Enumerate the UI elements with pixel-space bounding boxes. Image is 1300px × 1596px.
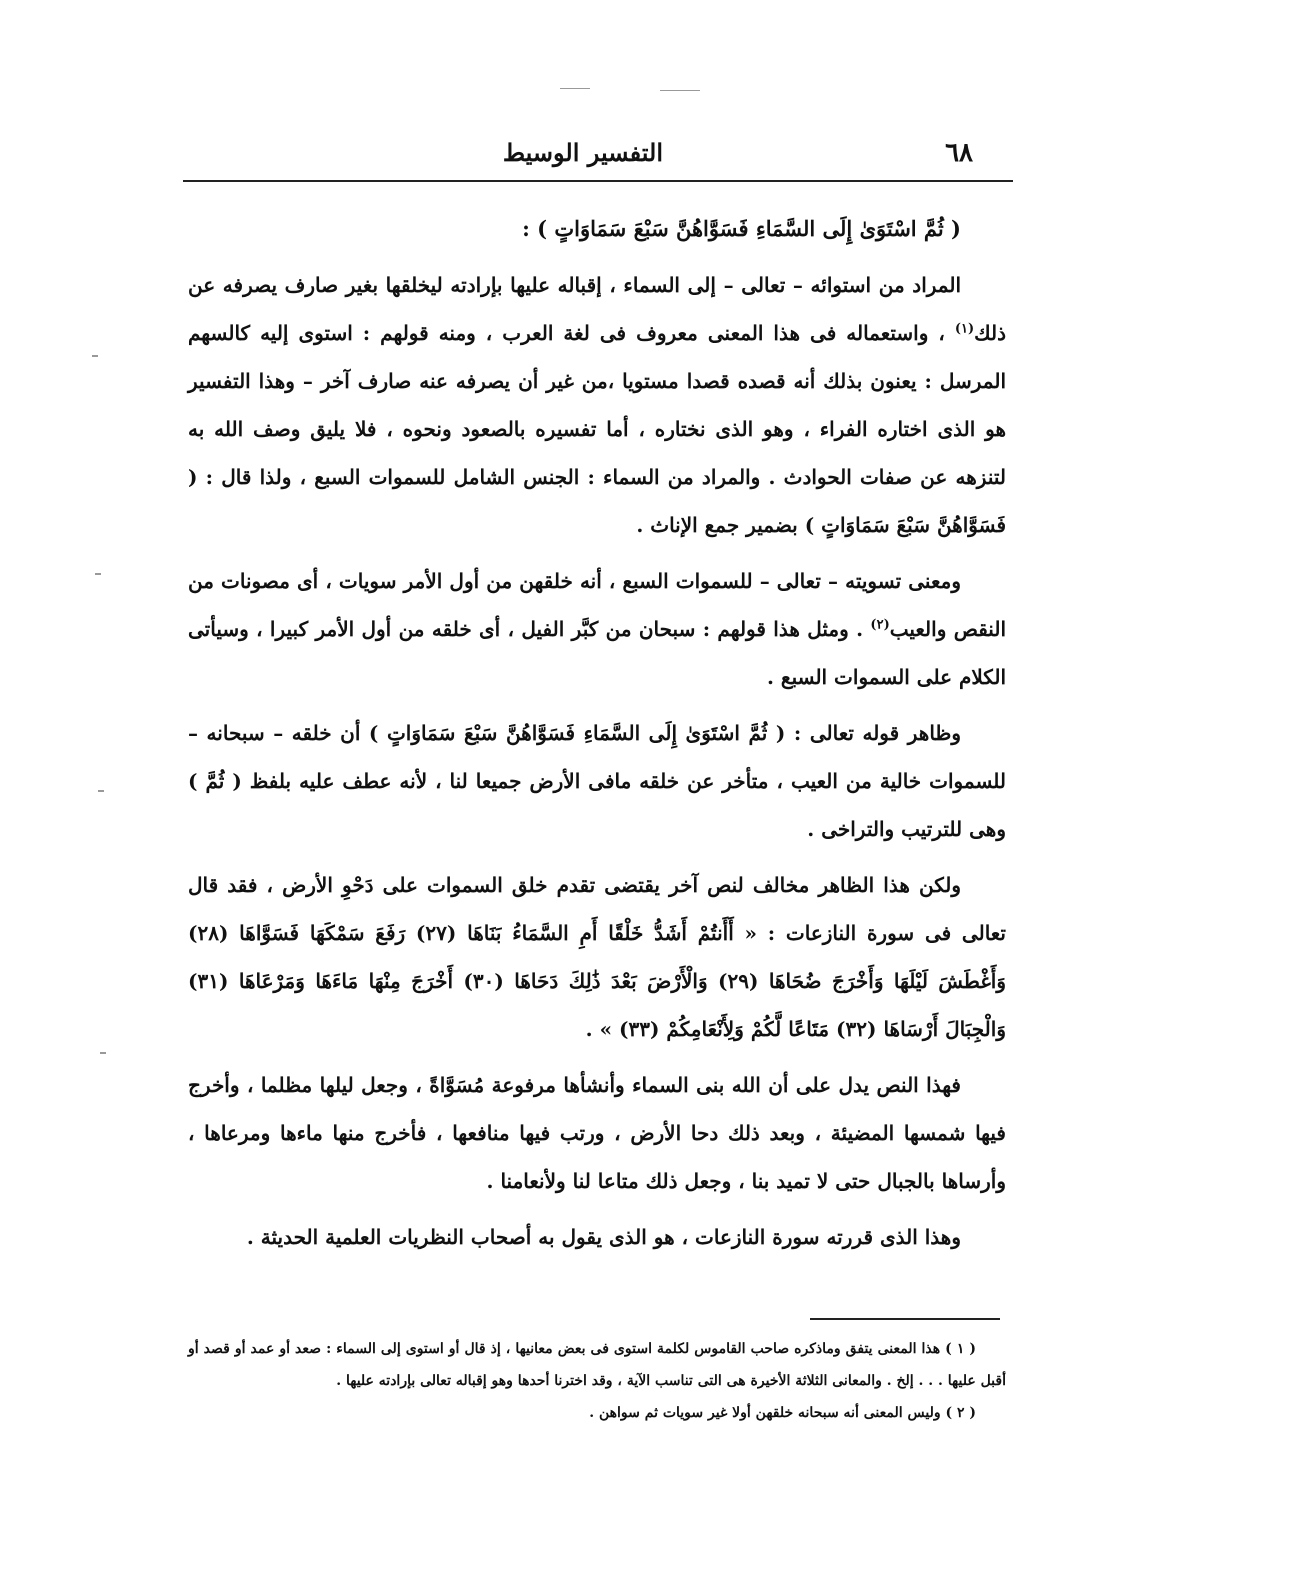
paragraph-taswiya (188, 557, 1006, 701)
scan-mark (100, 1052, 106, 1054)
paragraph-text: المراد من استوائه – تعالى – إلى السماء ، إقباله عليها بإرادته ليخلقها بغير صارف يصرفه عن ذلك (188, 273, 1006, 345)
scan-mark (92, 355, 98, 357)
paragraph-text: ، واستعماله فى هذا المعنى معروف فى لغة العرب ، ومنه قولهم : استوى إليه كالسهم المرسل : يعنون بذلك أنه قصده قصدا مستويا ،من غير أن يصرفه عنه صارف آخر – وهذا التفسير هو الذى اختاره الفراء ، وهو الذى نختاره ، أما تفسيره بالصعود ونحوه ، فلا يليق وصف الله به لتنزهه عن صفات الحوادث . والمراد من السماء : الجنس الشامل للسموات السبع ، ولذا قال : ( فَسَوَّاهُنَّ سَبْعَ سَمَاوَاتٍ ) بضمير جمع الإناث . (188, 321, 1006, 537)
scan-mark (98, 790, 104, 792)
paragraph-text: ومعنى تسويته – تعالى – للسموات السبع ، أنه خلقهن من أول الأمر سويات ، أى مصونات من النقص والعيب (188, 569, 1006, 641)
paragraph-text: . ومثل هذا قولهم : سبحان من كبَّر الفيل ، أى خلقه من أول الأمر كبيرا ، وسيأتى الكلام على السموات السبع . (188, 617, 1006, 689)
footnotes (188, 1333, 1006, 1429)
footnote-ref-1: (١) (954, 321, 975, 337)
scan-mark (95, 573, 101, 575)
paragraph-zahir: وظاهر قوله تعالى : ( ثُمَّ اسْتَوَىٰ إِلَى السَّمَاءِ فَسَوَّاهُنَّ سَبْعَ سَمَاوَاتٍ ) أن خلقه – سبحانه – للسموات خالية من العيب ، متأخر عن خلقه مافى الأرض جميعا لنا ، لأنه عطف عليه بلفظ ( ثُمَّ ) وهى للترتيب والتراخى . (188, 721, 1006, 841)
header-rule (183, 180, 1013, 182)
page-header (183, 138, 1013, 178)
body-text (188, 205, 1006, 1269)
paragraph-naziat: ولكن هذا الظاهر مخالف لنص آخر يقتضى تقدم خلق السموات على دَحْوِ الأرض ، فقد قال تعالى فى سورة النازعات : « أَأَنتُمْ أَشَدُّ خَلْقًا أَمِ السَّمَاءُ بَنَاهَا (٢٧) رَفَعَ سَمْكَهَا فَسَوَّاهَا (٢٨) وَأَغْطَشَ لَيْلَهَا وَأَخْرَجَ ضُحَاهَا (٢٩) وَالْأَرْضَ بَعْدَ ذَٰلِكَ دَحَاهَا (٣٠) أَخْرَجَ مِنْهَا مَاءَهَا وَمَرْعَاهَا (٣١) وَالْجِبَالَ أَرْسَاهَا (٣٢) مَتَاعًا لَّكُمْ وَلِأَنْعَامِكُمْ (٣٣) » . (188, 873, 1007, 1041)
running-title: التفسير الوسيط (502, 138, 663, 167)
footnote-2: ( ٢ ) وليس المعنى أنه سبحانه خلقهن أولا غير سويات ثم سواهن . (589, 1405, 976, 1421)
footnote-ref-2: (٢) (870, 617, 890, 633)
paragraph-istiwa (188, 261, 1006, 549)
paragraph-explanation: فهذا النص يدل على أن الله بنى السماء وأنشأها مرفوعة مُسَوَّاةً ، وجعل ليلها مظلما ، وأخرج فيها شمسها المضيئة ، وبعد ذلك دحا الأرض ، ورتب فيها منافعها ، فأخرج منها ماءها ومرعاها ، وأرساها بالجبال حتى لا تميد بنا ، وجعل ذلك متاعا لنا ولأنعامنا . (188, 1073, 1006, 1193)
scan-mark (660, 90, 700, 91)
footnote-rule (810, 1318, 1000, 1320)
footnote-1: ( ١ ) هذا المعنى يتفق وماذكره صاحب القاموس لكلمة استوى فى بعض معانيها ، إذ قال أو استوى إلى السماء : صعد أو عمد أو قصد أو أقبل عليها . . . إلخ . والمعانى الثلاثة الأخيرة هى التى تناسب الآية ، وقد اخترنا أحدها وهو إقباله تعالى بإرادته عليها . (188, 1341, 1006, 1389)
paragraph-conclusion: وهذا الذى قررته سورة النازعات ، هو الذى يقول به أصحاب النظريات العلمية الحديثة . (246, 1225, 961, 1249)
page-number: ٦٨ (945, 138, 973, 168)
verse-heading: ( ثُمَّ اسْتَوَىٰ إِلَى السَّمَاءِ فَسَوَّاهُنَّ سَبْعَ سَمَاوَاتٍ ) : (522, 216, 961, 241)
scan-mark (560, 88, 590, 89)
